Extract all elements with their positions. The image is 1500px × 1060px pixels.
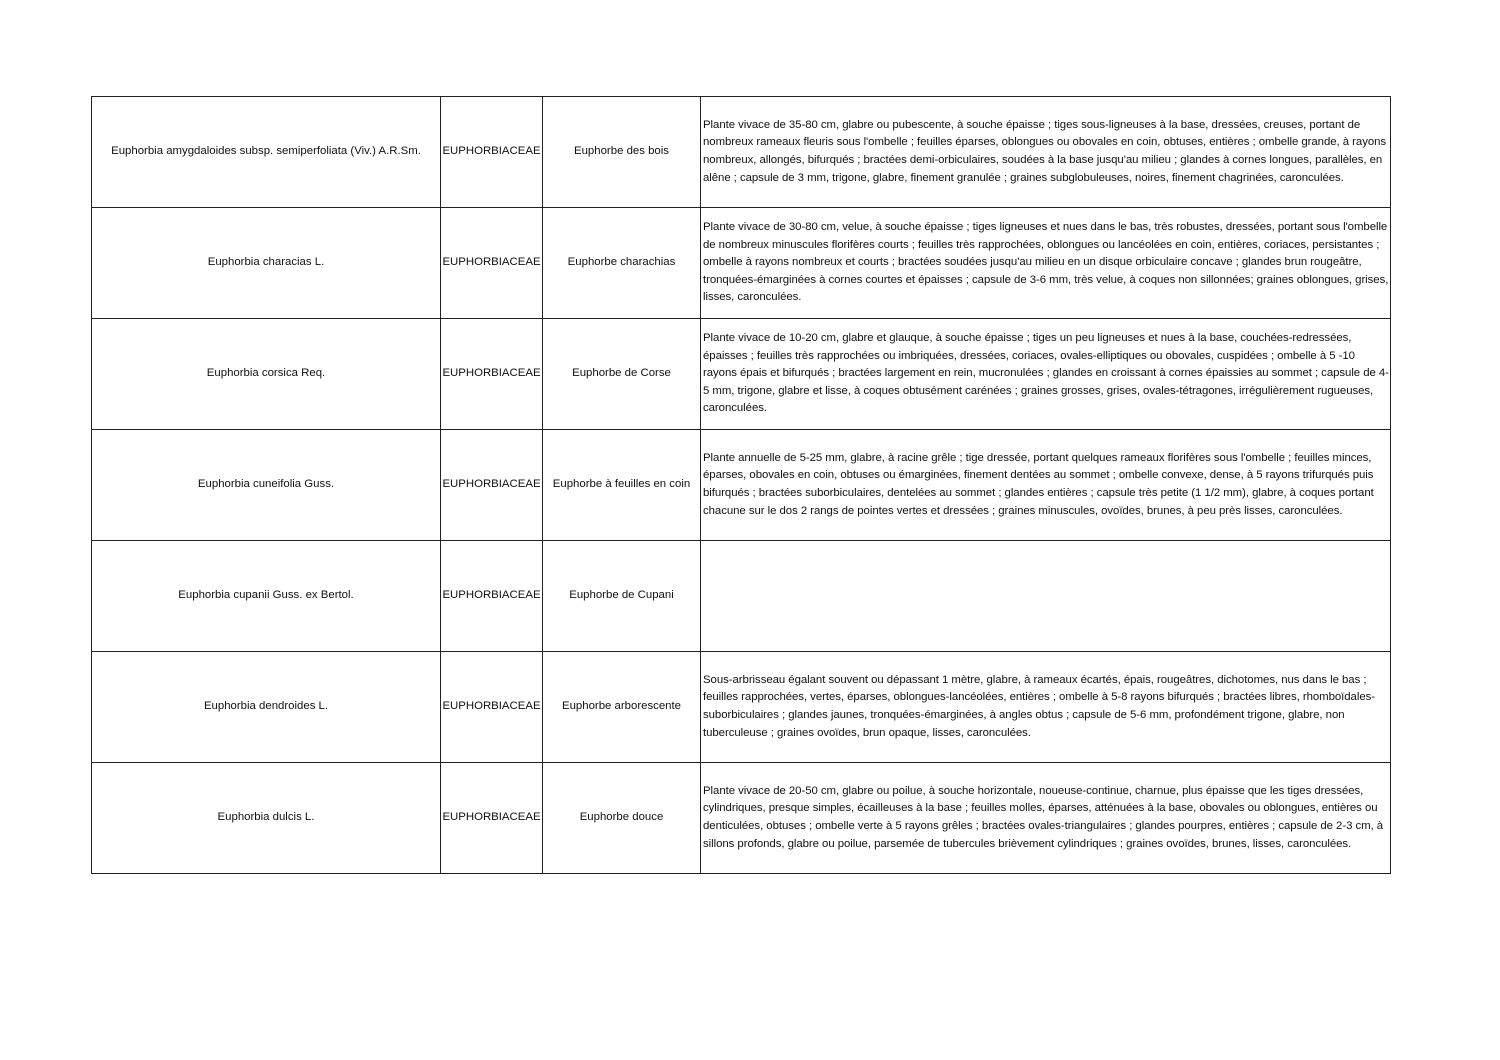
species-cell: Euphorbia corsica Req.	[92, 319, 441, 430]
species-cell: Euphorbia amygdaloides subsp. semiperfoliata (Viv.) A.R.Sm.	[92, 97, 441, 208]
table-row	[92, 652, 1391, 763]
family-cell: EUPHORBIACEAE	[441, 652, 543, 763]
species-cell: Euphorbia cupanii Guss. ex Bertol.	[92, 541, 441, 652]
common-name-cell: Euphorbe charachias	[543, 208, 701, 319]
common-name-cell: Euphorbe douce	[543, 763, 701, 874]
description-cell: Sous-arbrisseau égalant souvent ou dépassant 1 mètre, glabre, à rameaux écartés, épais, rougeâtres, dichotomes, nus dans le bas ; feuilles rapprochées, vertes, éparses, oblongues-lancéolées, entières ; ombelle à 5-8 rayons bifurqués ; bractées libres, rhomboïdales-suborbiculaires ; glandes jaunes, tronquées-émarginées, à angles obtus ; capsule de 5-6 mm, profondément trigone, glabre, non tuberculeuse ; graines ovoïdes, brun opaque, lisses, caronculées.	[701, 652, 1391, 763]
table-row	[92, 319, 1391, 430]
family-cell: EUPHORBIACEAE	[441, 208, 543, 319]
description-cell	[701, 541, 1391, 652]
family-cell: EUPHORBIACEAE	[441, 541, 543, 652]
common-name-cell: Euphorbe arborescente	[543, 652, 701, 763]
common-name-cell: Euphorbe à feuilles en coin	[543, 430, 701, 541]
description-cell: Plante vivace de 10-20 cm, glabre et glauque, à souche épaisse ; tiges un peu ligneuses et nues à la base, couchées-redressées, épaisses ; feuilles très rapprochées ou imbriquées, dressées, coriaces, ovales-elliptiques ou obovales, cuspidées ; ombelle à 5 -10 rayons épais et bifurqués ; bractées largement en rein, mucronulées ; glandes en croissant à cornes épaissies au sommet ; capsule de 4-5 mm, trigone, glabre et lisse, à coques obtusément carénées ; graines grosses, grises, ovales-tétragones, irrégulièrement rugueuses, caronculées.	[701, 319, 1391, 430]
family-cell: EUPHORBIACEAE	[441, 430, 543, 541]
common-name-cell: Euphorbe de Corse	[543, 319, 701, 430]
family-cell: EUPHORBIACEAE	[441, 763, 543, 874]
description-cell: Plante vivace de 20-50 cm, glabre ou poilue, à souche horizontale, noueuse-continue, charnue, plus épaisse que les tiges dressées, cylindriques, presque simples, écailleuses à la base ; feuilles molles, éparses, atténuées à la base, obovales ou oblongues, entières ou denticulées, obtuses ; ombelle verte à 5 rayons grêles ; bractées ovales-triangulaires ; glandes pourpres, entières ; capsule de 2-3 cm, à sillons profonds, glabre ou poilue, parsemée de tubercules brièvement cylindriques ; graines ovoïdes, brunes, lisses, caronculées.	[701, 763, 1391, 874]
species-cell: Euphorbia dendroides L.	[92, 652, 441, 763]
description-cell: Plante annuelle de 5-25 mm, glabre, à racine grêle ; tige dressée, portant quelques rameaux florifères sous l'ombelle ; feuilles minces, éparses, obovales en coin, obtuses ou émarginées, finement dentées au sommet ; ombelle convexe, dense, à 5 rayons trifurqués puis bifurqués ; bractées suborbiculaires, dentelées au sommet ; glandes entières ; capsule très petite (1 1/2 mm), glabre, à coques portant chacune sur le dos 2 rangs de pointes vertes et dressées ; graines minuscules, ovoïdes, brunes, à peu près lisses, caronculées.	[701, 430, 1391, 541]
table-row	[92, 430, 1391, 541]
family-cell: EUPHORBIACEAE	[441, 97, 543, 208]
table-row	[92, 763, 1391, 874]
description-cell: Plante vivace de 35-80 cm, glabre ou pubescente, à souche épaisse ; tiges sous-ligneuses à la base, dressées, creuses, portant de nombreux rameaux fleuris sous l'ombelle ; feuilles éparses, oblongues ou obovales en coin, obtuses, entières ; ombelle grande, à rayons nombreux, allongés, bifurqués ; bractées demi-orbiculaires, soudées à la base jusqu'au milieu ; glandes à cornes longues, parallèles, en alêne ; capsule de 3 mm, trigone, glabre, finement granulée ; graines subglobuleuses, noires, finement chagrinées, caronculées.	[701, 97, 1391, 208]
table-row	[92, 541, 1391, 652]
species-cell: Euphorbia cuneifolia Guss.	[92, 430, 441, 541]
family-cell: EUPHORBIACEAE	[441, 319, 543, 430]
species-cell: Euphorbia dulcis L.	[92, 763, 441, 874]
table-row	[92, 97, 1391, 208]
table-row	[92, 208, 1391, 319]
common-name-cell: Euphorbe des bois	[543, 97, 701, 208]
species-cell: Euphorbia characias L.	[92, 208, 441, 319]
description-cell: Plante vivace de 30-80 cm, velue, à souche épaisse ; tiges ligneuses et nues dans le bas, très robustes, dressées, portant sous l'ombelle de nombreux minuscules florifères courts ; feuilles très rapprochées, oblongues ou lancéolées en coin, entières, coriaces, persistantes ; ombelle à rayons nombreux et courts ; bractées soudées jusqu'au milieu en un disque orbiculaire concave ; glandes brun rougeâtre, tronquées-émarginées à cornes courtes et épaisses ; capsule de 3-6 mm, très velue, à coques non sillonnées; graines oblongues, grises, lisses, caronculées.	[701, 208, 1391, 319]
common-name-cell: Euphorbe de Cupani	[543, 541, 701, 652]
species-table	[91, 96, 1391, 874]
